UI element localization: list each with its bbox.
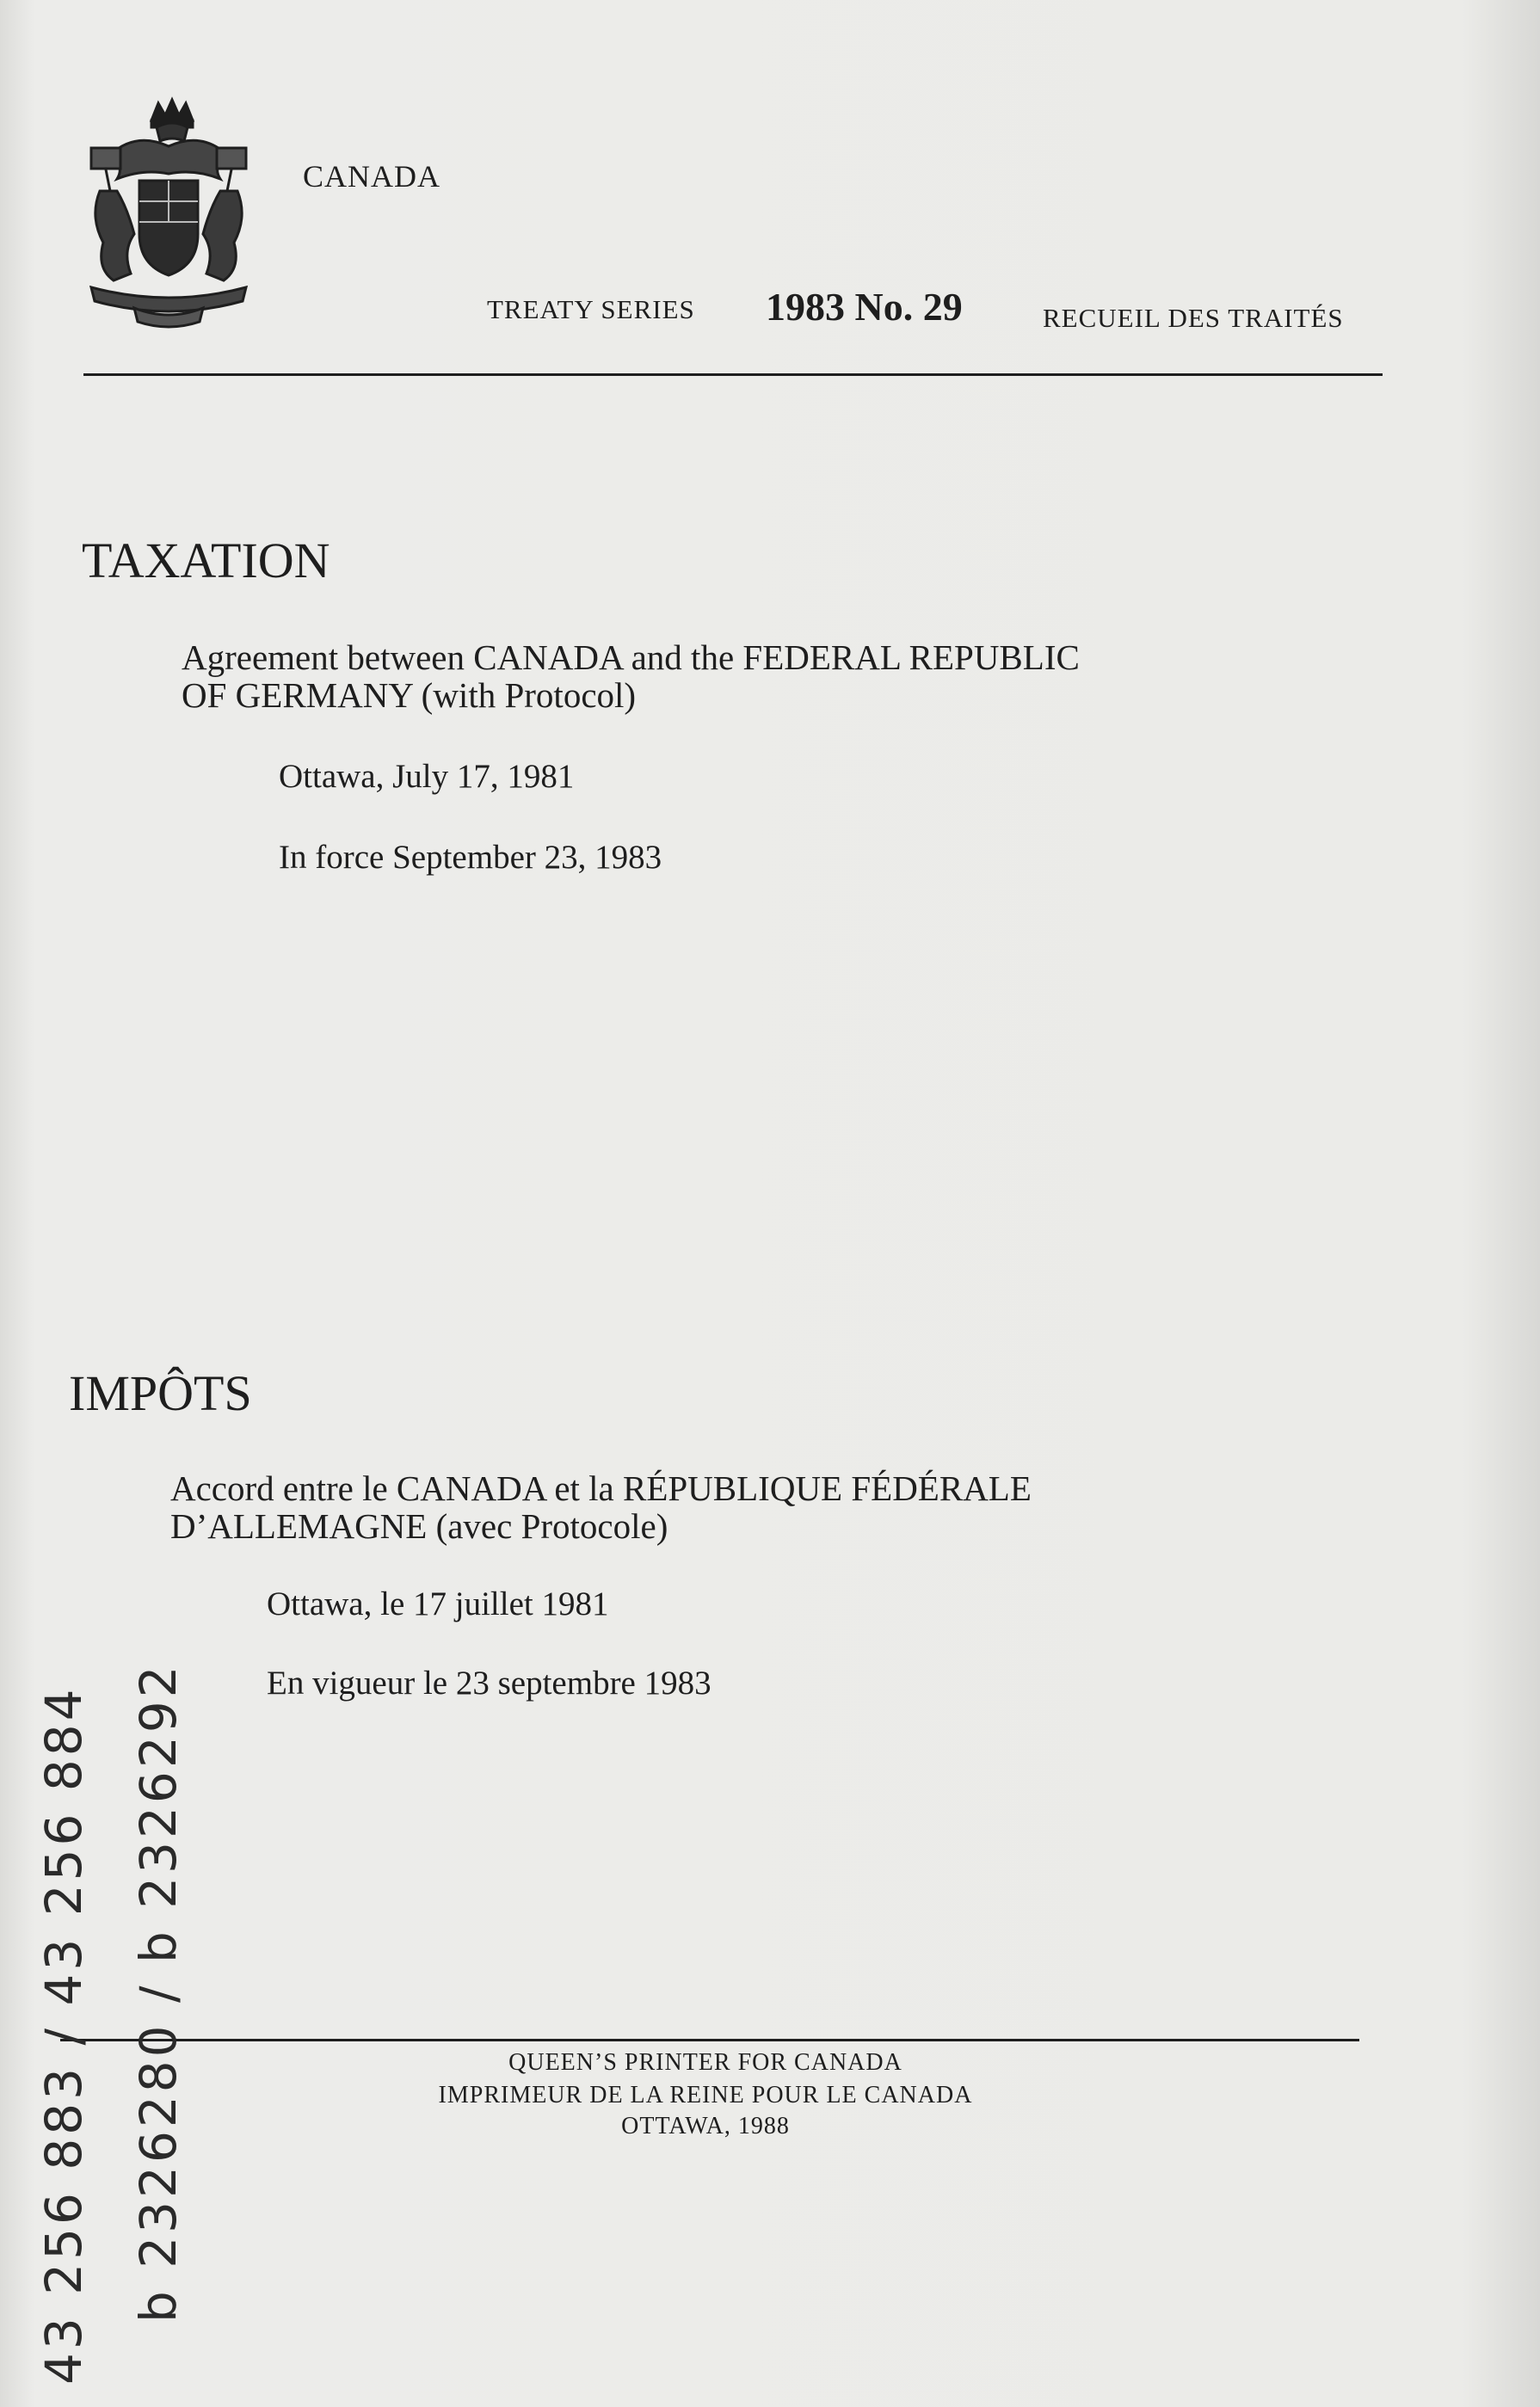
- french-in-force-date: En vigueur le 23 septembre 1983: [267, 1665, 711, 1702]
- english-signed-date: Ottawa, July 17, 1981: [279, 758, 575, 795]
- handwritten-catalog-number-outer: 43 256 883 / 43 256 884: [34, 1685, 93, 2385]
- handwritten-catalog-number-inner: b 2326280 / b 2326292: [129, 1662, 188, 2323]
- french-agreement-line2: D’ALLEMAGNE (avec Protocole): [170, 1506, 668, 1546]
- english-agreement-line2: OF GERMANY (with Protocol): [182, 675, 637, 715]
- treaty-number: 1983 No. 29: [766, 285, 963, 329]
- french-agreement-line1: Accord entre le CANADA et la RÉPUBLIQUE FÉDÉRALE: [170, 1468, 1032, 1508]
- imprint-line2: IMPRIMEUR DE LA REINE POUR LE CANADA: [438, 2082, 973, 2108]
- english-agreement-line1: Agreement between CANADA and the FEDERAL REPUBLIC: [182, 637, 1080, 677]
- recueil-label: RECUEIL DES TRAITÉS: [1043, 303, 1344, 333]
- imprint-line1: QUEEN’S PRINTER FOR CANADA: [508, 2049, 902, 2076]
- header-rule: [83, 373, 1383, 376]
- english-heading: TAXATION: [82, 532, 330, 588]
- coat-of-arms-icon: [83, 96, 255, 329]
- french-heading: IMPÔTS: [69, 1365, 252, 1421]
- treaty-series-label: TREATY SERIES: [487, 294, 695, 324]
- french-signed-date: Ottawa, le 17 juillet 1981: [267, 1585, 609, 1622]
- imprint-line3: OTTAWA, 1988: [621, 2113, 790, 2139]
- footer-rule: [60, 2039, 1359, 2041]
- country-name: CANADA: [303, 159, 441, 194]
- english-in-force-date: In force September 23, 1983: [279, 839, 662, 876]
